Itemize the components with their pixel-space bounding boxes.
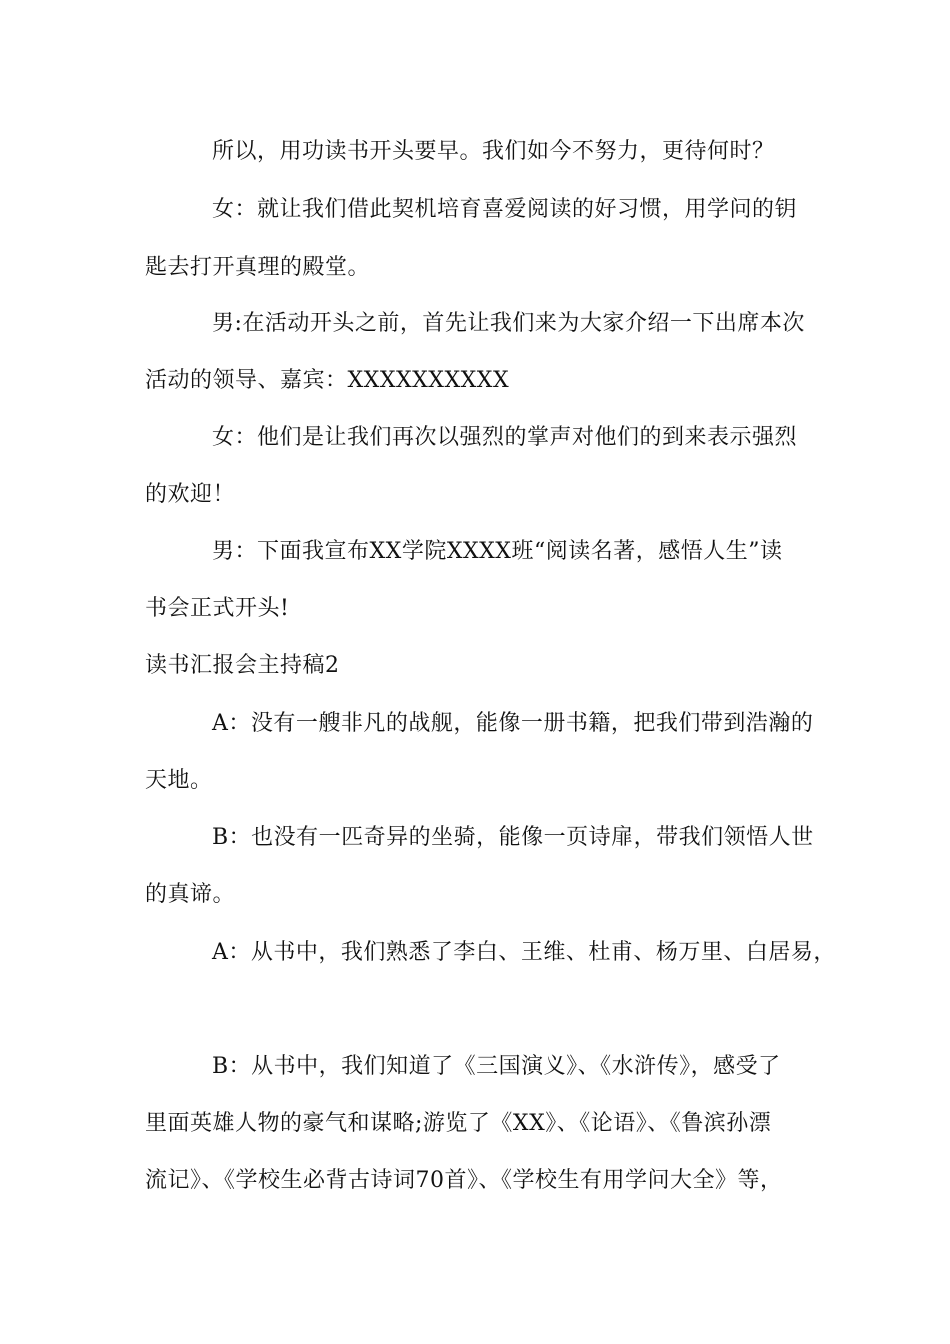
paragraph-line: 匙去打开真理的殿堂。 xyxy=(145,255,371,280)
paragraph-line: B：从书中，我们知道了《三国演义》、《水浒传》，感受了 xyxy=(212,1054,781,1079)
paragraph-line: 里面英雄人物的豪气和谋略;游览了《XX》、《论语》、《鲁滨孙漂 xyxy=(145,1111,772,1136)
paragraph-line: A：没有一艘非凡的战舰，能像一册书籍，把我们带到浩瀚的 xyxy=(212,711,814,736)
paragraph-line: 的欢迎！ xyxy=(145,482,236,507)
paragraph-line: 男：下面我宣布XX学院XXXX班“阅读名著，感悟人生”读 xyxy=(212,539,783,564)
paragraph-line: 男:在活动开头之前，首先让我们来为大家介绍一下出席本次 xyxy=(212,311,805,336)
paragraph-line: B：也没有一匹奇异的坐骑，能像一页诗扉，带我们领悟人世 xyxy=(212,825,814,850)
paragraph-line: 女：他们是让我们再次以强烈的掌声对他们的到来表示强烈 xyxy=(212,425,798,450)
paragraph-line: 女：就让我们借此契机培育喜爱阅读的好习惯，用学问的钥 xyxy=(212,197,798,222)
paragraph-line: 书会正式开头! xyxy=(145,596,290,621)
section-heading: 读书汇报会主持稿2 xyxy=(145,653,340,678)
paragraph-line: 流记》、《学校生必背古诗词70首》、《学校生有用学问大全》等， xyxy=(145,1168,783,1193)
paragraph-line: 活动的领导、嘉宾：XXXXXXXXXX xyxy=(145,368,510,393)
paragraph-line: 的真谛。 xyxy=(145,882,236,907)
paragraph-line: 所以，用功读书开头要早。我们如今不努力，更待何时？ xyxy=(212,139,775,164)
paragraph-line: 天地。 xyxy=(145,768,213,793)
paragraph-line: A：从书中，我们熟悉了李白、王维、杜甫、杨万里、白居易， xyxy=(212,940,836,965)
